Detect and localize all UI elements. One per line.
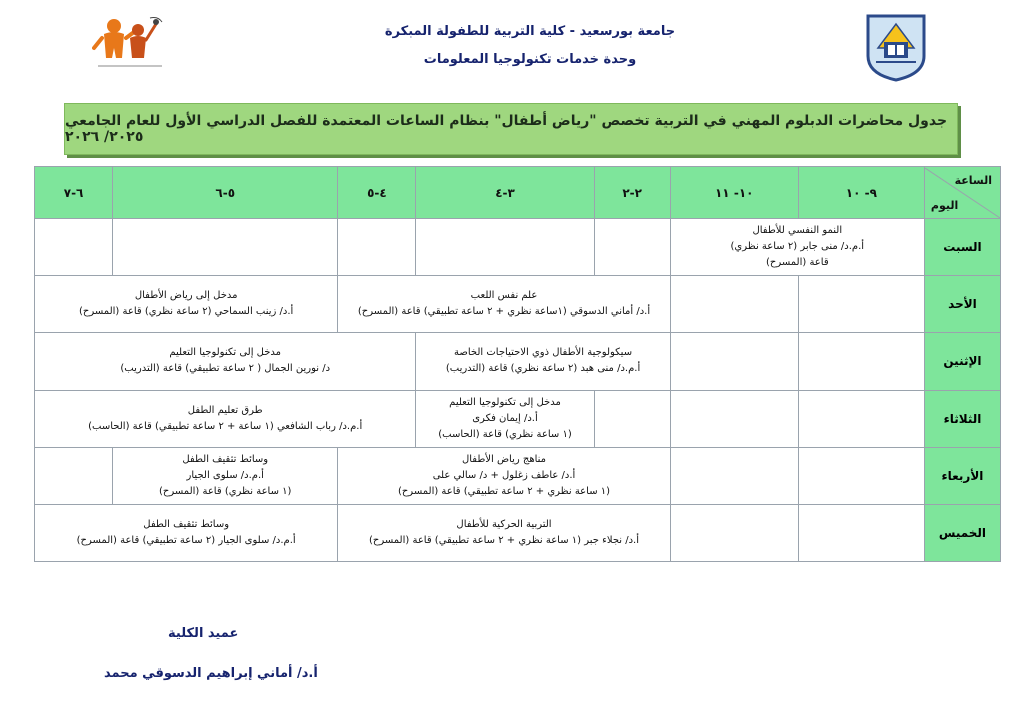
slot-header: ٩- ١٠: [798, 167, 924, 219]
empty-cell: [416, 219, 594, 276]
empty-cell: [670, 504, 798, 561]
empty-cell: [798, 447, 924, 504]
lecture-cell: وسائط تثقيف الطفل أ.م.د/ سلوى الجيار (٢ ساعة تطبيقي) قاعة (المسرح): [35, 504, 338, 561]
table-row: [35, 276, 1001, 333]
header-university: جامعة بورسعيد - كلية التربية للطفولة المبكرة: [384, 24, 676, 39]
day-label: السبت: [924, 219, 1000, 276]
day-label: الخميس: [924, 504, 1000, 561]
empty-cell: [670, 276, 798, 333]
day-label: الأربعاء: [924, 447, 1000, 504]
slot-header: ٢-٢: [594, 167, 670, 219]
schedule-table: [34, 166, 1001, 562]
empty-cell: [798, 333, 924, 390]
slot-header: ٣-٤: [416, 167, 594, 219]
empty-cell: [113, 219, 338, 276]
empty-cell: [35, 219, 113, 276]
table-header-row: [35, 167, 1001, 219]
lecture-cell: مدخل إلى تكنولوجيا التعليم أ.د/ إيمان فكرى (١ ساعة نظري) قاعة (الحاسب): [416, 390, 594, 447]
table-row: [35, 333, 1001, 390]
day-label: الإثنين: [924, 333, 1000, 390]
empty-cell: [670, 447, 798, 504]
empty-cell: [594, 219, 670, 276]
university-logo: [862, 12, 930, 82]
empty-cell: [670, 390, 798, 447]
empty-cell: [594, 390, 670, 447]
corner-cell: [924, 167, 1000, 219]
empty-cell: [338, 219, 416, 276]
lecture-cell: النمو النفسي للأطفال أ.م.د/ منى جابر (٢ ساعة نظري) قاعة (المسرح): [670, 219, 924, 276]
table-row: [35, 504, 1001, 561]
lecture-cell: وسائط تثقيف الطفل أ.م.د/ سلوى الجيار (١ ساعة نظري) قاعة (المسرح): [113, 447, 338, 504]
dean-name: أ.د/ أماني إبراهيم الدسوقي محمد: [104, 666, 318, 681]
lecture-cell: علم نفس اللعب أ.د/ أماني الدسوقي (١ساعة نظري + ٢ ساعة تطبيقي) قاعة (المسرح): [338, 276, 670, 333]
lecture-cell: مدخل إلى تكنولوجيا التعليم د/ نورين الجمال ( ٢ ساعة تطبيقي) قاعة (التدريب): [35, 333, 416, 390]
corner-hour-label: الساعة: [954, 173, 992, 187]
lecture-cell: مدخل إلى رياض الأطفال أ.د/ زينب السماحي (٢ ساعة نظري) قاعة (المسرح): [35, 276, 338, 333]
table-row: [35, 390, 1001, 447]
slot-header: ١٠- ١١: [670, 167, 798, 219]
day-label: الثلاثاء: [924, 390, 1000, 447]
table-row: [35, 219, 1001, 276]
empty-cell: [798, 276, 924, 333]
day-label: الأحد: [924, 276, 1000, 333]
empty-cell: [670, 333, 798, 390]
lecture-cell: التربية الحركية للأطفال أ.د/ نجلاء جبر (١ ساعة نظري + ٢ ساعة تطبيقي) قاعة (المسرح): [338, 504, 670, 561]
lecture-cell: مناهج رياض الأطفال أ.د/ عاطف زغلول + د/ سالي على (١ ساعة نظري + ٢ ساعة تطبيقي) قاعة (المسرح): [338, 447, 670, 504]
slot-header: ٤-٥: [338, 167, 416, 219]
dean-title: عميد الكلية: [168, 626, 239, 641]
schedule-title-banner: جدول محاضرات الدبلوم المهني في التربية تخصص "رياض أطفال" بنظام الساعات المعتمدة للفصل الدراسي الأول للعام الجامعي ٢٠٢٥/ ٢٠٢٦: [64, 103, 958, 155]
lecture-cell: سيكولوجية الأطفال ذوي الاحتياجات الخاصة أ.م.د/ منى هبد (٢ ساعة نظري) قاعة (التدريب): [416, 333, 670, 390]
slot-header: ٦-٧: [35, 167, 113, 219]
faculty-logo: [92, 12, 168, 82]
lecture-cell: طرق تعليم الطفل أ.م.د/ رباب الشافعي (١ ساعة + ٢ ساعة تطبيقي) قاعة (الحاسب): [35, 390, 416, 447]
table-row: [35, 447, 1001, 504]
slot-header: ٥-٦: [113, 167, 338, 219]
header-unit: وحدة خدمات تكنولوجيا المعلومات: [423, 52, 637, 67]
corner-day-label: اليوم: [930, 198, 959, 212]
empty-cell: [798, 390, 924, 447]
empty-cell: [798, 504, 924, 561]
empty-cell: [35, 447, 113, 504]
